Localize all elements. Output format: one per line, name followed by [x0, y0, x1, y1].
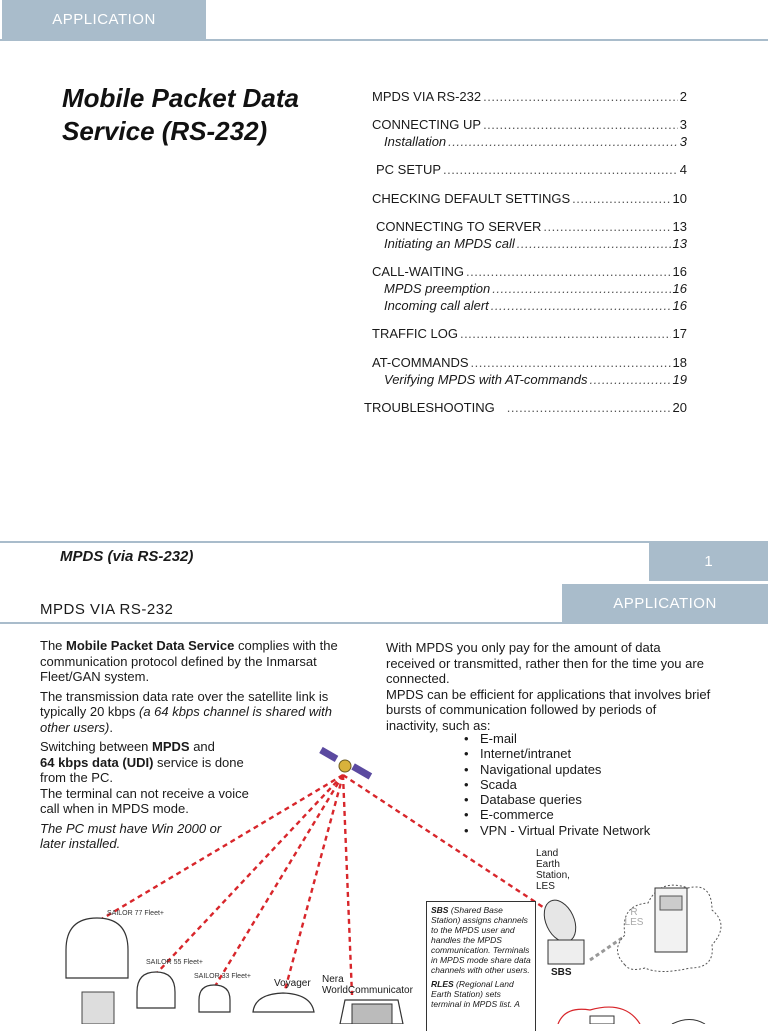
intro-right-column — [386, 640, 711, 735]
toc-entry-mpds-preemption[interactable]: MPDS preemption ..... 16 — [384, 281, 687, 296]
toc-entry-initiating-mpds-call[interactable]: Initiating an MPDS call ..... 13 — [384, 236, 687, 251]
sbs-rles-note: SBS (Shared Base Station) assigns channels to the MPDS user and handles the MPDS communication. Terminals in MPDS mode share data channels with other users. RLES (Regional Land Earth Station) sets terminal in MPDS list. A — [426, 901, 536, 1031]
toc-entry-call-waiting[interactable]: CALL-WAITING ..... 16 — [372, 264, 687, 279]
pricing-paragraph: With MPDS you only pay for the amount of data received or transmitted, rather then for the time you are connected. — [386, 640, 704, 686]
intro-paragraph-1: The Mobile Packet Data Service complies with the communication protocol defined by the Inmarsat Fleet/GAN system. — [40, 638, 338, 684]
list-item: • Navigational updates — [464, 762, 704, 777]
rles-server-icon — [655, 888, 687, 952]
application-tab-2-label: APPLICATION — [613, 595, 717, 612]
list-item: • Database queries — [464, 792, 704, 807]
toc-entry-troubleshooting[interactable]: TROUBLESHOOTING ..... 20 — [364, 400, 687, 415]
sailor55-label: SAILOR 55 Fleet+ — [146, 959, 204, 966]
intro-paragraph-4: The terminal can not receive a voice call when in MPDS mode. — [40, 785, 249, 816]
list-item: • Scada — [464, 777, 704, 792]
toc-entry-traffic-log[interactable]: TRAFFIC LOG ..... 17 — [372, 326, 687, 341]
toc-entry-verifying-mpds[interactable]: Verifying MPDS with AT-commands ..... 19 — [384, 372, 687, 387]
intro-paragraph-5: The PC must have Win 2000 or later installed. — [40, 820, 222, 851]
page-number-badge — [649, 541, 768, 581]
sailor33-antenna-icon — [199, 985, 230, 1012]
toc-entry-pc-setup[interactable]: PC SETUP ..... 4 — [376, 162, 687, 177]
document-title-line1: Mobile Packet Data — [62, 83, 299, 113]
application-tab-label: APPLICATION — [52, 11, 156, 28]
intro-paragraph-3: Switching between MPDS and 64 kbps data (UDI) service is done from the PC. — [40, 739, 244, 785]
ground-terminal-icon — [590, 1016, 614, 1024]
toc-entry-connecting-up[interactable]: CONNECTING UP ..... 3 — [372, 117, 687, 132]
link-nera — [343, 775, 352, 995]
list-item: • E-mail — [464, 731, 704, 746]
sailor55-antenna-icon — [137, 972, 175, 1008]
sailor33-label: SAILOR 33 Fleet+ — [194, 973, 252, 980]
link-voyager — [285, 775, 343, 990]
nera-terminal-icon — [340, 1000, 403, 1024]
link-sailor33 — [214, 775, 343, 988]
intro-paragraph-2: The transmission data rate over the satellite link is typically 20 kbps (a 64 kbps channel is shared with other users). — [40, 688, 332, 735]
list-item: • VPN - Virtual Private Network — [464, 823, 704, 838]
efficiency-paragraph: MPDS can be efficient for applications that involves brief bursts of communication followed by periods of inactivity, such as: — [386, 686, 711, 733]
voyager-antenna-icon — [253, 993, 314, 1012]
link-les — [343, 775, 555, 915]
nera-label: Nera WorldCommunicator — [322, 974, 413, 996]
list-item: • Internet/intranet — [464, 746, 704, 761]
sbs-label: SBS — [551, 967, 572, 978]
voyager-label: Voyager — [274, 978, 311, 989]
application-tab-2 — [562, 584, 768, 623]
section-rule — [0, 622, 768, 624]
les-dish-icon — [538, 895, 584, 964]
toc-entry-connecting-to-server[interactable]: CONNECTING TO SERVER ..... 13 — [376, 219, 687, 234]
toc-entry-at-commands[interactable]: AT-COMMANDS ..... 18 — [372, 355, 687, 370]
table-of-contents — [0, 0, 768, 420]
sailor77-label: SAILOR 77 Fleet+ — [107, 910, 165, 917]
section-title: MPDS VIA RS-232 — [40, 601, 174, 618]
far-terminal-icon — [672, 1020, 705, 1025]
toc-entry-mpds-via-rs232[interactable]: MPDS VIA RS-232 ..... 2 — [372, 89, 687, 104]
toc-entry-installation[interactable]: Installation ..... 3 — [384, 134, 687, 149]
link-sailor77 — [100, 775, 343, 920]
les-label: Land Earth Station, LES — [536, 848, 570, 892]
sailor77-antenna-icon — [66, 918, 128, 1024]
page-number: 1 — [704, 552, 713, 570]
toc-entry-checking-default-settings[interactable]: CHECKING DEFAULT SETTINGS ..... 10 — [372, 191, 687, 206]
rles-cloud-label: R LES — [624, 907, 644, 928]
list-item: • E-commerce — [464, 807, 704, 822]
toc-entry-incoming-call-alert[interactable]: Incoming call alert ..... 16 — [384, 298, 687, 313]
satellite-icon — [319, 747, 372, 780]
document-title-line2: Service (RS-232) — [62, 116, 268, 146]
footer-title: MPDS (via RS-232) — [60, 548, 194, 565]
